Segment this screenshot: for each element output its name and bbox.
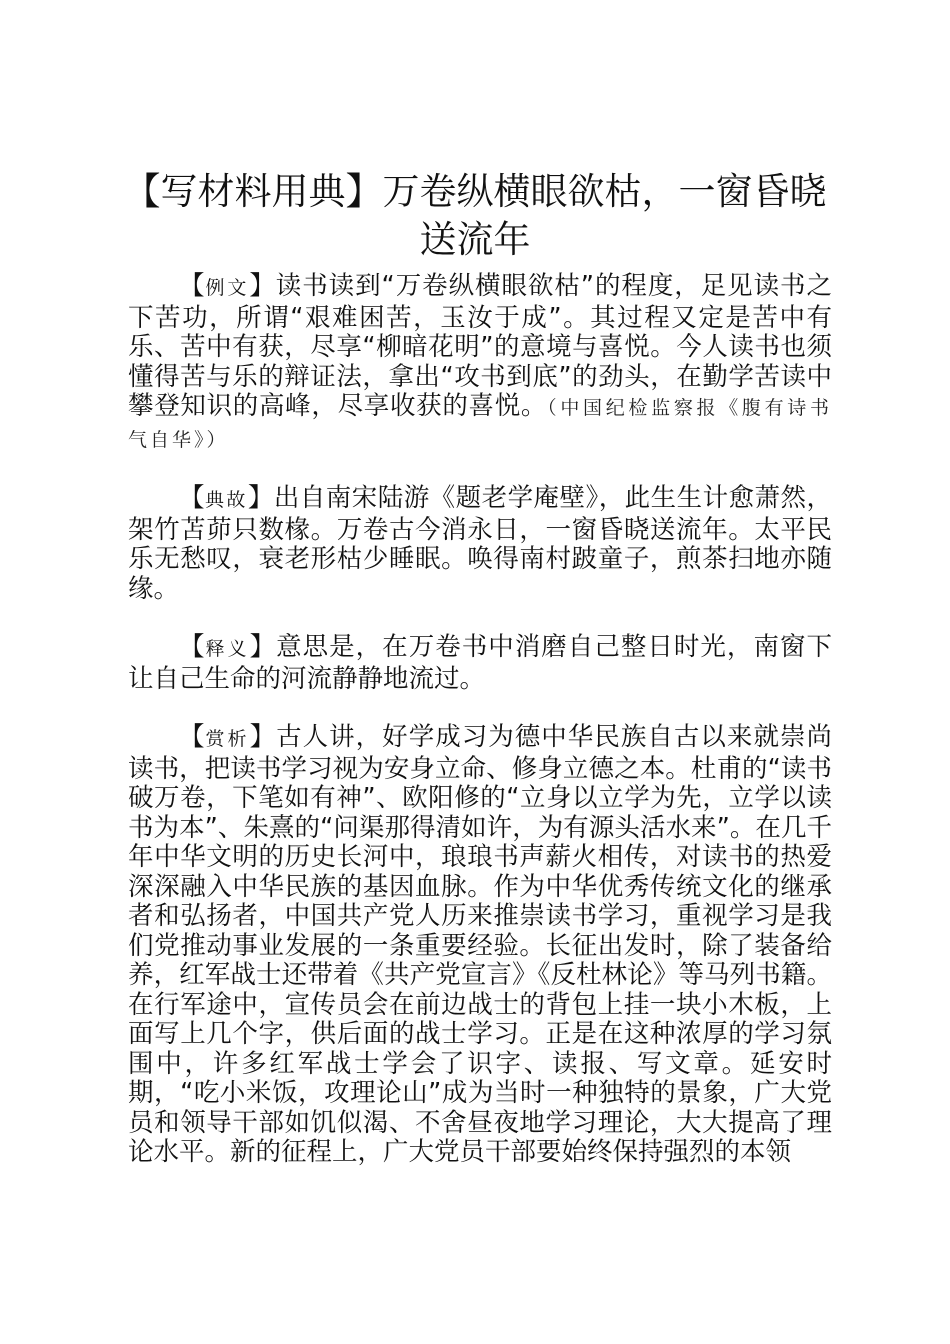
example-text: 读书读到“万卷纵横眼欲枯”的程度，足见读书之下苦功，所谓“艰难困苦，玉汝于成”。其过程又定是苦中有乐、苦中有获，尽享“柳暗花明”的意境与喜悦。今人读书也须懂得苦与乐的辩证法，拿出“攻书到底”的劲头，在勤学苦读中攀登知识的高峰，尽享收获的喜悦。 [128,271,832,421]
meaning-text: 意思是，在万卷书中消磨自己整日时光，南窗下让自己生命的河流静静地流过。 [128,632,832,694]
example-paragraph: 【例文】读书读到“万卷纵横眼欲枯”的程度，足见读书之下苦功，所谓“艰难困苦，玉汝于成”。其过程又定是苦中有乐、苦中有获，尽享“柳暗花明”的意境与喜悦。今人读书也须懂得苦与乐的辩证法，拿出“攻书到底”的劲头，在勤学苦读中攀登知识的高峰，尽享收获的喜悦。（中国纪检监察报《腹有诗书气自华》） [128,271,832,451]
analysis-tag: 赏析 [205,728,250,750]
allusion-text: 出自南宋陆游《题老学庵壁》，此生生计愈萧然，架竹苫茆只数椽。万卷古今消永日，一窗昏晓送流年。太平民乐无愁叹，衰老形枯少睡眠。唤得南村跛童子，煎茶扫地亦随缘。 [128,483,832,604]
analysis-text: 古人讲，好学成习为德中华民族自古以来就崇尚读书，把读书学习视为安身立命、修身立德之本。杜甫的“读书破万卷，下笔如有神”、欧阳修的“立身以立学为先，立学以读书为本”、朱熹的“问渠那得清如许，为有源头活水来”。在几千年中华文明的历史长河中，琅琅书声薪火相传，对读书的热爱深深融入中华民族的基因血脉。作为中华优秀传统文化的继承者和弘扬者，中国共产党人历来推崇读书学习，重视学习是我们党推动事业发展的一条重要经验。长征出发时，除了装备给养，红军战士还带着《共产党宣言》《反杜林论》等马列书籍。在行军途中，宣传员会在前边战士的背包上挂一块小木板，上面写上几个字，供后面的战士学习。正是在这种浓厚的学习氛围中，许多红军战士学会了识字、读报、写文章。延安时期，“吃小米饭，攻理论山”成为当时一种独特的景象，广大党员和领导干部如饥似渴、不舍昼夜地学习理论，大大提高了理论水平。新的征程上，广大党员干部要始终保持强烈的本领 [128,722,832,1167]
analysis-paragraph: 【赏析】古人讲，好学成习为德中华民族自古以来就崇尚读书，把读书学习视为安身立命、修身立德之本。杜甫的“读书破万卷，下笔如有神”、欧阳修的“立身以立学为先，立学以读书为本”、朱熹的“问渠那得清如许，为有源头活水来”。在几千年中华文明的历史长河中，琅琅书声薪火相传，对读书的热爱深深融入中华民族的基因血脉。作为中华优秀传统文化的继承者和弘扬者，中国共产党人历来推崇读书学习，重视学习是我们党推动事业发展的一条重要经验。长征出发时，除了装备给养，红军战士还带着《共产党宣言》《反杜林论》等马列书籍。在行军途中，宣传员会在前边战士的背包上挂一块小木板，上面写上几个字，供后面的战士学习。正是在这种浓厚的学习氛围中，许多红军战士学会了识字、读报、写文章。延安时期，“吃小米饭，攻理论山”成为当时一种独特的景象，广大党员和领导干部如饥似渴、不舍昼夜地学习理论，大大提高了理论水平。新的征程上，广大党员干部要始终保持强烈的本领 [128,722,832,1167]
allusion-tag: 典故 [204,489,248,511]
meaning-tag: 释义 [205,638,250,660]
meaning-paragraph: 【释义】意思是，在万卷书中消磨自己整日时光，南窗下让自己生命的河流静静地流过。 [128,632,832,694]
example-tag: 例文 [205,277,250,299]
example-source: （中国纪检监察报《腹有诗书气自华》） [128,397,832,451]
allusion-paragraph: 【典故】出自南宋陆游《题老学庵壁》，此生生计愈萧然，架竹苫茆只数椽。万卷古今消永日，一窗昏晓送流年。太平民乐无愁叹，衰老形枯少睡眠。唤得南村跛童子，煎茶扫地亦随缘。 [128,483,832,604]
document-body [128,272,832,1197]
document-title: 【写材料用典】万卷纵横眼欲枯，一窗昏晓送流年 [123,170,827,261]
